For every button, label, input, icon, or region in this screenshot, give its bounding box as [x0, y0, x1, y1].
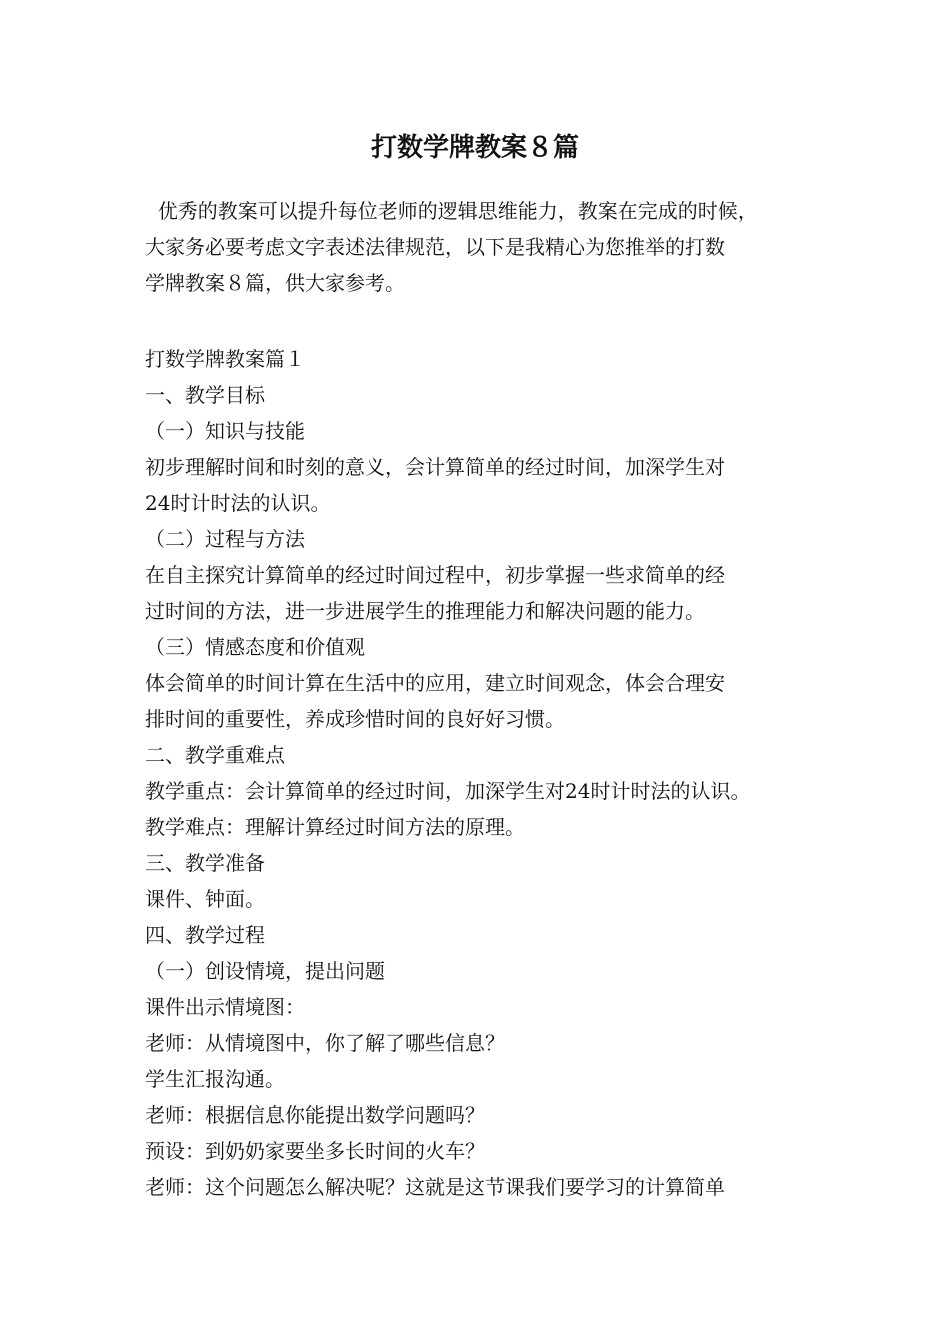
- text-line: 过时间的方法，进一步进展学生的推理能力和解决问题的能力。: [145, 599, 705, 623]
- text-line: 教学重点：会计算简单的经过时间，加深学生对24时计时法的认识。: [145, 779, 751, 803]
- intro-line: 优秀的教案可以提升每位老师的逻辑思维能力，教案在完成的时候，: [145, 199, 758, 223]
- text-line: 初步理解时间和时刻的意义，会计算简单的经过时间，加深学生对: [145, 455, 725, 479]
- intro-line: 大家务必要考虑文字表述法律规范，以下是我精心为您推举的打数: [145, 235, 725, 259]
- text-line: 教学难点：理解计算经过时间方法的原理。: [145, 815, 525, 839]
- text-line: 体会简单的时间计算在生活中的应用，建立时间观念，体会合理安: [145, 671, 725, 695]
- intro-paragraph: [145, 193, 815, 301]
- heading-line: 二、教学重难点: [145, 743, 285, 767]
- text-line: 老师：这个问题怎么解决呢？这就是这节课我们要学习的计算简单: [145, 1175, 725, 1199]
- text-line: 在自主探究计算简单的经过时间过程中，初步掌握一些求简单的经: [145, 563, 725, 587]
- section-heading: 打数学牌教案篇１: [145, 347, 305, 371]
- subheading-line: （一）创设情境，提出问题: [145, 959, 385, 983]
- text-line: 课件出示情境图：: [145, 995, 305, 1019]
- text-line: 24时计时法的认识。: [145, 491, 331, 515]
- heading-line: 四、教学过程: [145, 923, 265, 947]
- text-line: 老师：从情境图中，你了解了哪些信息？: [145, 1031, 505, 1055]
- subheading-line: （二）过程与方法: [145, 527, 305, 551]
- subheading-line: （三）情感态度和价值观: [145, 635, 365, 659]
- subheading-line: （一）知识与技能: [145, 419, 305, 443]
- intro-line: 学牌教案８篇，供大家参考。: [145, 271, 405, 295]
- text-line: 课件、钟面。: [145, 887, 265, 911]
- document-title: 打数学牌教案８篇: [370, 133, 579, 163]
- heading-line: 三、教学准备: [145, 851, 265, 875]
- text-line: 学生汇报沟通。: [145, 1067, 285, 1091]
- document-body: [145, 341, 835, 1205]
- text-line: 预设：到奶奶家要坐多长时间的火车？: [145, 1139, 485, 1163]
- heading-line: 一、教学目标: [145, 383, 265, 407]
- text-line: 排时间的重要性，养成珍惜时间的良好好习惯。: [145, 707, 565, 731]
- text-line: 老师：根据信息你能提出数学问题吗？: [145, 1103, 485, 1127]
